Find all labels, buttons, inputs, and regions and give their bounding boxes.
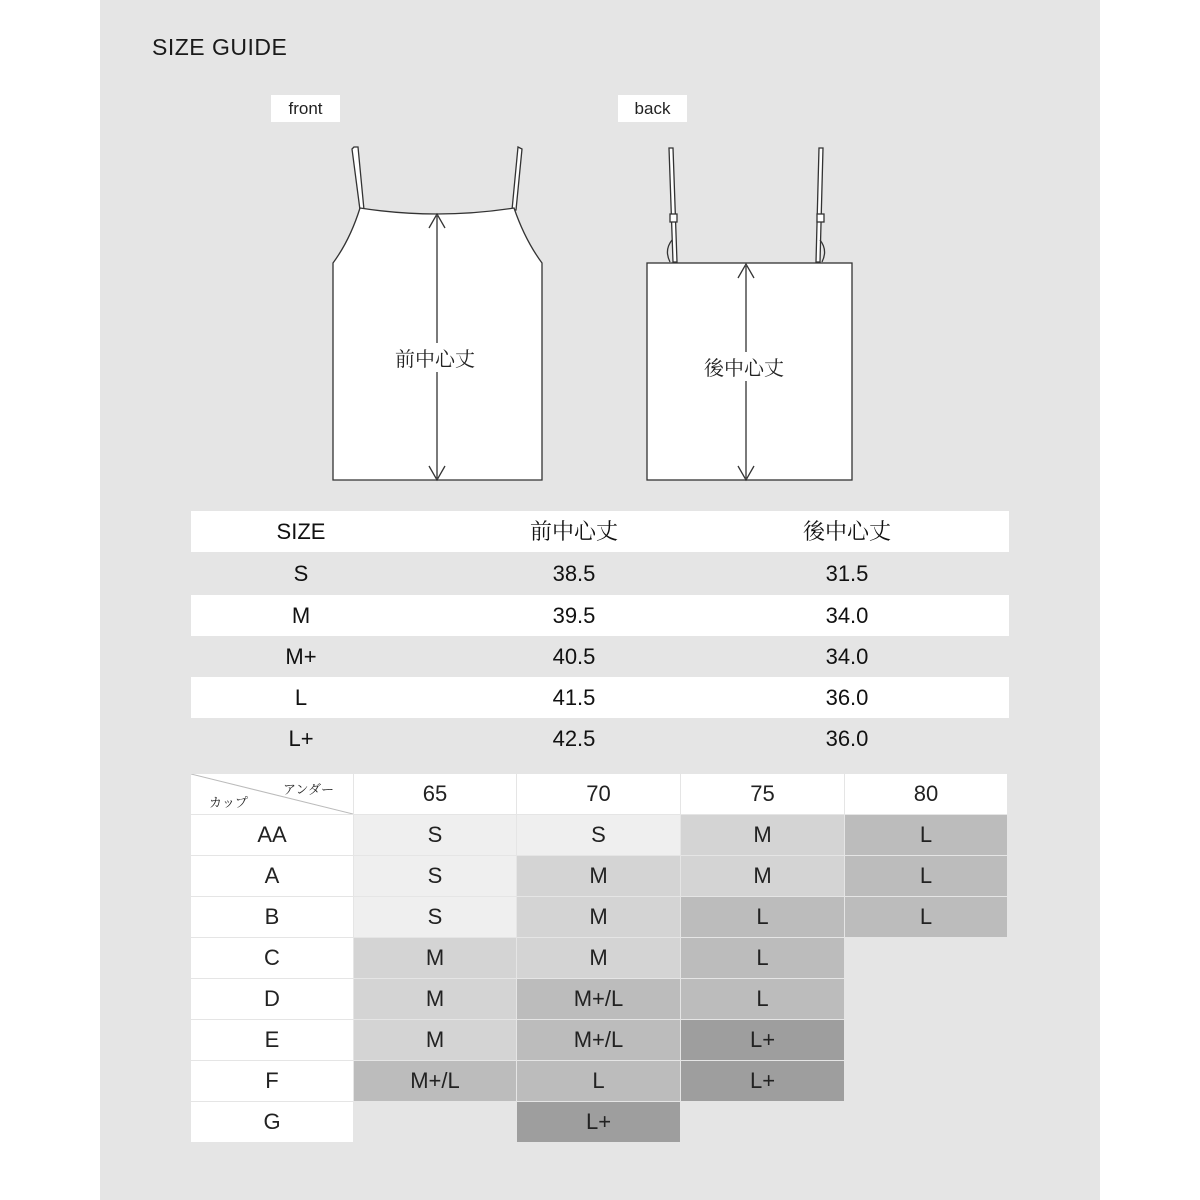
size-cell: M (681, 815, 844, 855)
header-front-length: 前中心丈 (529, 519, 618, 544)
header-back-length: 後中心丈 (802, 519, 891, 544)
size-cell: L (845, 897, 1007, 937)
size-cell: M (517, 897, 680, 937)
back-length-cell: 34.0 (825, 603, 869, 628)
corner-cell (191, 774, 353, 814)
table-row (191, 718, 1009, 759)
cup-label-D: D (191, 979, 353, 1019)
front-length-cell: 39.5 (552, 603, 596, 628)
size-cell: L (681, 897, 844, 937)
page-title: SIZE GUIDE (152, 34, 288, 60)
size-cell: M+/L (354, 1061, 516, 1101)
cup-label-G: G (191, 1102, 353, 1142)
cup-label-F: F (191, 1061, 353, 1101)
size-cell: L+ (681, 1061, 844, 1101)
front-length-cell: 38.5 (552, 561, 596, 586)
size-cell: L (681, 938, 844, 978)
size-cell: M+/L (517, 979, 680, 1019)
under-header-80: 80 (845, 774, 1007, 814)
front-length-cell: 42.5 (552, 726, 596, 751)
size-cell: L (681, 979, 844, 1019)
header-size: SIZE (276, 519, 326, 544)
back-camisole-drawing (647, 148, 852, 480)
size-cell: M+ (285, 644, 317, 669)
front-tag: front (271, 95, 340, 122)
size-cell: M (354, 938, 516, 978)
size-cell: M (517, 856, 680, 896)
back-length-cell: 36.0 (825, 726, 869, 751)
front-measure-label: 前中心丈 (393, 343, 477, 372)
back-length-cell: 36.0 (825, 685, 869, 710)
size-cell: M (291, 603, 311, 628)
back-measure-label: 後中心丈 (702, 352, 786, 381)
table-row (191, 553, 1009, 594)
size-cell: S (354, 897, 516, 937)
size-cell: M (354, 979, 516, 1019)
size-cell: L+ (288, 726, 314, 751)
front-length-cell: 41.5 (552, 685, 596, 710)
under-header-70: 70 (517, 774, 680, 814)
size-cell: S (293, 561, 309, 586)
corner-cup-label: カップ (209, 795, 248, 810)
size-cell: M+/L (517, 1020, 680, 1060)
cup-label-B: B (191, 897, 353, 937)
table-row (191, 595, 1009, 636)
size-cell: L (845, 815, 1007, 855)
size-cell: S (517, 815, 680, 855)
size-cell: M (354, 1020, 516, 1060)
size-cell: L (517, 1061, 680, 1101)
back-tag: back (618, 95, 687, 122)
size-cell: L+ (517, 1102, 680, 1142)
size-cell: M (517, 938, 680, 978)
front-camisole-drawing (333, 147, 542, 480)
table-row (191, 677, 1009, 718)
under-header-75: 75 (681, 774, 844, 814)
corner-under-label: アンダー (283, 782, 334, 797)
cup-label-C: C (191, 938, 353, 978)
garment-diagram (0, 0, 1200, 520)
back-length-cell: 31.5 (825, 561, 869, 586)
table-row (191, 636, 1009, 677)
size-cell: M (681, 856, 844, 896)
cup-label-AA: AA (191, 815, 353, 855)
size-cell: L+ (681, 1020, 844, 1060)
cup-label-A: A (191, 856, 353, 896)
size-table-header (191, 511, 1009, 552)
cup-label-E: E (191, 1020, 353, 1060)
under-header-65: 65 (354, 774, 516, 814)
size-cell: L (294, 685, 308, 710)
back-length-cell: 34.0 (825, 644, 869, 669)
size-cell: L (845, 856, 1007, 896)
size-cell: S (354, 856, 516, 896)
size-cell: S (354, 815, 516, 855)
front-length-cell: 40.5 (552, 644, 596, 669)
